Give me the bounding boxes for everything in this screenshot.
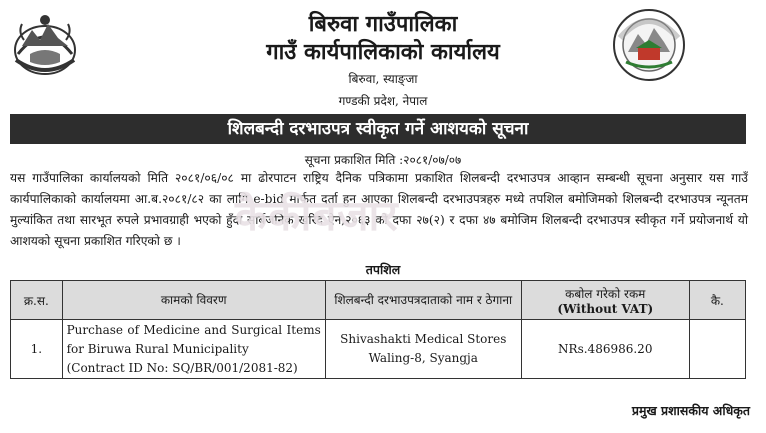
- office-location: बिरुवा, स्याङ्जा: [348, 72, 418, 86]
- table-header-row: [11, 281, 746, 320]
- signature-title: प्रमुख प्रशासकीय अधिकृत: [631, 403, 750, 418]
- header-description: कामको विवरण: [62, 281, 325, 320]
- header-remarks: कै.: [689, 281, 745, 320]
- row-bidder-name: Shivashakti Medical Stores: [340, 332, 507, 346]
- header-bidder: शिलबन्दी दरभाउपत्रदाताको नाम र ठेगाना: [325, 281, 521, 320]
- office-province: गण्डकी प्रदेश, नेपाल: [338, 94, 428, 108]
- publish-date: सूचना प्रकाशित मिति :२०८१/०७/०७: [304, 153, 462, 167]
- header-amount: [521, 281, 689, 320]
- details-heading: तपशिल: [365, 262, 401, 277]
- header-amount-note: (Without VAT): [557, 301, 654, 316]
- row-sn: 1.: [11, 320, 63, 379]
- row-bidder-address: Waling-8, Syangja: [368, 351, 478, 365]
- municipality-name: बिरुवा गाउँपालिका: [308, 11, 458, 37]
- row-amount: NRs.486986.20: [521, 320, 689, 379]
- row-description-text: Purchase of Medicine and Surgical Items for Biruwa Rural Municipality: [66, 322, 321, 356]
- row-contract-id: (Contract ID No: SQ/BR/001/2081-82): [66, 360, 298, 375]
- row-bidder: [325, 320, 521, 379]
- row-remarks: [689, 320, 745, 379]
- details-table: [10, 280, 746, 379]
- header-sn: क्र.स.: [11, 281, 63, 320]
- row-description: [62, 320, 325, 379]
- watermark: कैकीबजार: [235, 191, 399, 240]
- notice-title: शिलबन्दी दरभाउपत्र स्वीकृत गर्ने आशयको सूचना: [10, 114, 746, 144]
- notice-body: यस गाउँपालिका कार्यालयको मिति २०८१/०६/०८ मा ढोरपाटन राष्ट्रिय दैनिक पत्रिकामा प्रकाशित शिलबन्दी दरभाउपत्र आव्हान सम्बन्धी सूचना अनुसार यस गाउँ कार्यपालिकाको कार्यालयमा आ.ब.२०८१/८२ का लागि e-bid मार्फत दर्ता हुन आएका शिलबन्दी दरभाउपत्रहरु मध्ये तपशिल बमोजिमको शिलबन्दी दरभाउपत्र न्यूनतम मुल्यांकित तथा सारभूत रुपले प्रभावग्राही भएको हुँदा सार्बजनिक खरिद ऐन,२०६३ को दफा २७(२) र दफा ४७ बमोजिम शिलबन्दी दरभाउपत्र स्वीकृत गर्ने प्रयोजनार्थ यो आशयको सूचना प्रकाशित गरिएको छ ।: [10, 171, 748, 248]
- header-amount-label: कबोल गरेको रकम: [565, 286, 646, 301]
- office-name: गाउँ कार्यपालिकाको कार्यालय: [266, 39, 500, 65]
- table-row: [11, 320, 746, 379]
